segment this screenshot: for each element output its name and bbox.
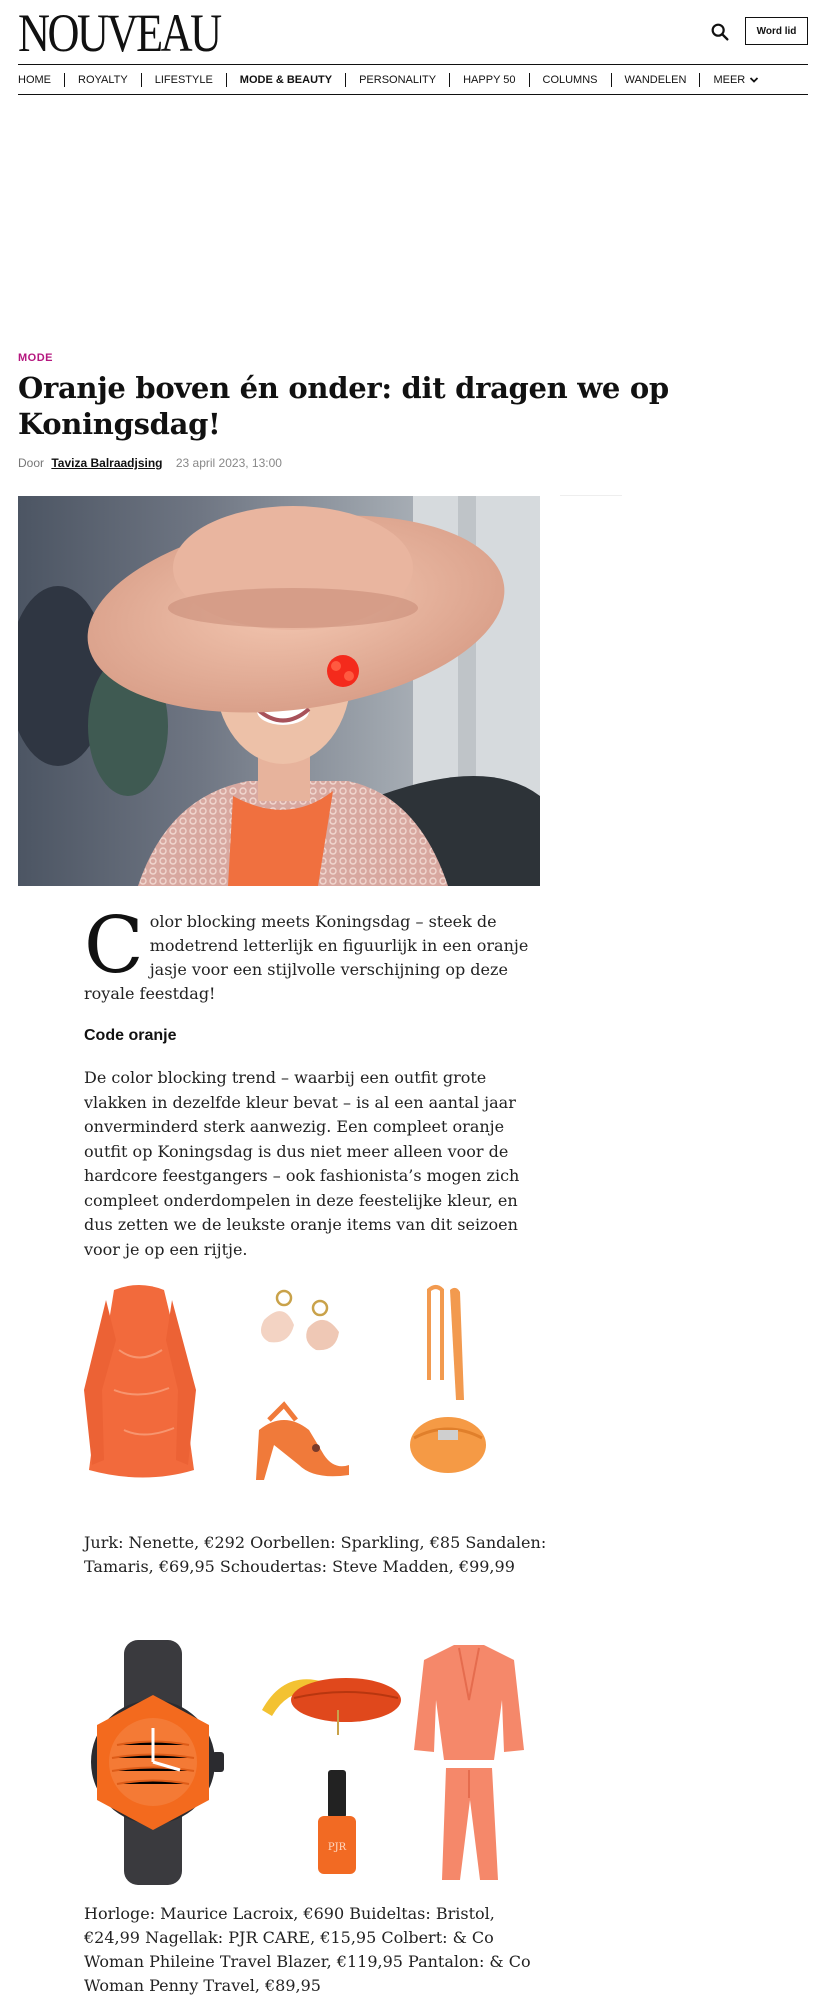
nav-item-columns[interactable] [543, 74, 598, 86]
site-logo[interactable]: NOUVEAU [18, 3, 220, 63]
nav-item-label: PERSONALITY [359, 73, 437, 86]
nav-item-mode-beauty[interactable] [240, 74, 332, 86]
dropcap: C [84, 901, 144, 991]
byline-prefix: Door [18, 456, 45, 470]
nav-separator [611, 73, 612, 87]
nav-item-lifestyle[interactable] [155, 74, 213, 86]
publish-date: 23 april 2023, 13:00 [175, 456, 282, 470]
main-nav [18, 64, 808, 95]
nav-item-label: WANDELEN [624, 73, 687, 86]
nav-item-happy-50[interactable] [463, 74, 515, 86]
trousers-image [442, 1768, 498, 1880]
nav-item-wandelen[interactable] [625, 74, 687, 86]
nav-item-personality[interactable] [359, 74, 436, 86]
shoulder-bag-image [410, 1287, 486, 1473]
article-intro [84, 901, 540, 1006]
nav-item-label: ROYALTY [78, 73, 128, 86]
nav-separator [64, 73, 65, 87]
article-headline: Oranje boven én onder: dit dragen we op Koningsdag! [18, 371, 669, 442]
search-icon[interactable] [709, 21, 731, 43]
nav-item-label: HOME [18, 73, 51, 86]
nav-separator [226, 73, 227, 87]
polish-label: PJR [327, 1842, 347, 1853]
article-paragraph: De color blocking trend – waarbij een outfit grote vlakken in dezelfde kleur bevat – is al een aantal jaar onverminderd sterk aanwezig. Een compleet oranje outfit op Koningsdag is dus niet meer alleen voor de hardcore feestgangers – ook fashionista’s mogen zich compleet onderdompelen in deze feestelijke kleur, en dus zetten we de leukste oranje items van dit seizoen voor je op een rijtje. [84, 1068, 520, 1259]
dress-image [84, 1285, 196, 1478]
nav-item-label: MODE & BEAUTY [239, 73, 333, 86]
join-button[interactable]: Word lid [745, 17, 808, 45]
watch-image [91, 1640, 224, 1885]
nail-polish-image [318, 1770, 356, 1874]
nav-separator [141, 73, 142, 87]
nav-item-label: MEER [713, 73, 746, 86]
nav-separator [529, 73, 530, 87]
author-link[interactable]: Taviza Balraadjsing [51, 456, 163, 470]
nav-separator [449, 73, 450, 87]
sandals-image [256, 1405, 349, 1480]
products-caption-2: Horloge: Maurice Lacroix, €690 Buideltas: Bristol, €24,99 Nagellak: PJR CARE, €15,95 Colbert: & Co Woman Phileine Travel Blazer, €119,95 Pantalon: & Co Woman Penny Travel, €89,95 [84, 1904, 531, 1995]
chevron-down-icon [749, 75, 759, 85]
hero-image [18, 496, 540, 886]
article-byline [18, 456, 282, 470]
ad-slot [18, 96, 808, 332]
nav-item-meer[interactable] [713, 74, 759, 86]
article-category[interactable]: MODE [18, 352, 53, 364]
nav-item-label: LIFESTYLE [154, 73, 213, 86]
blazer-image [414, 1645, 524, 1760]
belt-bag-image [262, 1678, 401, 1735]
site-header [18, 0, 808, 66]
nav-separator [345, 73, 346, 87]
product-collage-1 [84, 1280, 540, 1500]
product-collage-2 [84, 1640, 540, 1885]
nav-list [18, 65, 808, 94]
sidebar-divider [560, 495, 622, 496]
nav-item-label: HAPPY 50 [463, 73, 516, 86]
nav-separator [699, 73, 700, 87]
intro-text: olor blocking meets Koningsdag – steek de modetrend letterlijk en figuurlijk in een oranje jasje voor een stijlvolle verschijning op deze royale feestdag! [84, 912, 529, 1003]
products-caption-1: Jurk: Nenette, €292 Oorbellen: Sparkling, €85 Sandalen: Tamaris, €69,95 Schoudertas: Steve Madden, €99,99 [84, 1533, 547, 1576]
earrings-image [261, 1291, 339, 1350]
nav-item-home[interactable] [18, 74, 51, 86]
section-subhead: Code oranje [84, 1027, 177, 1044]
nav-item-label: COLUMNS [542, 73, 598, 86]
nav-item-royalty[interactable] [78, 74, 128, 86]
